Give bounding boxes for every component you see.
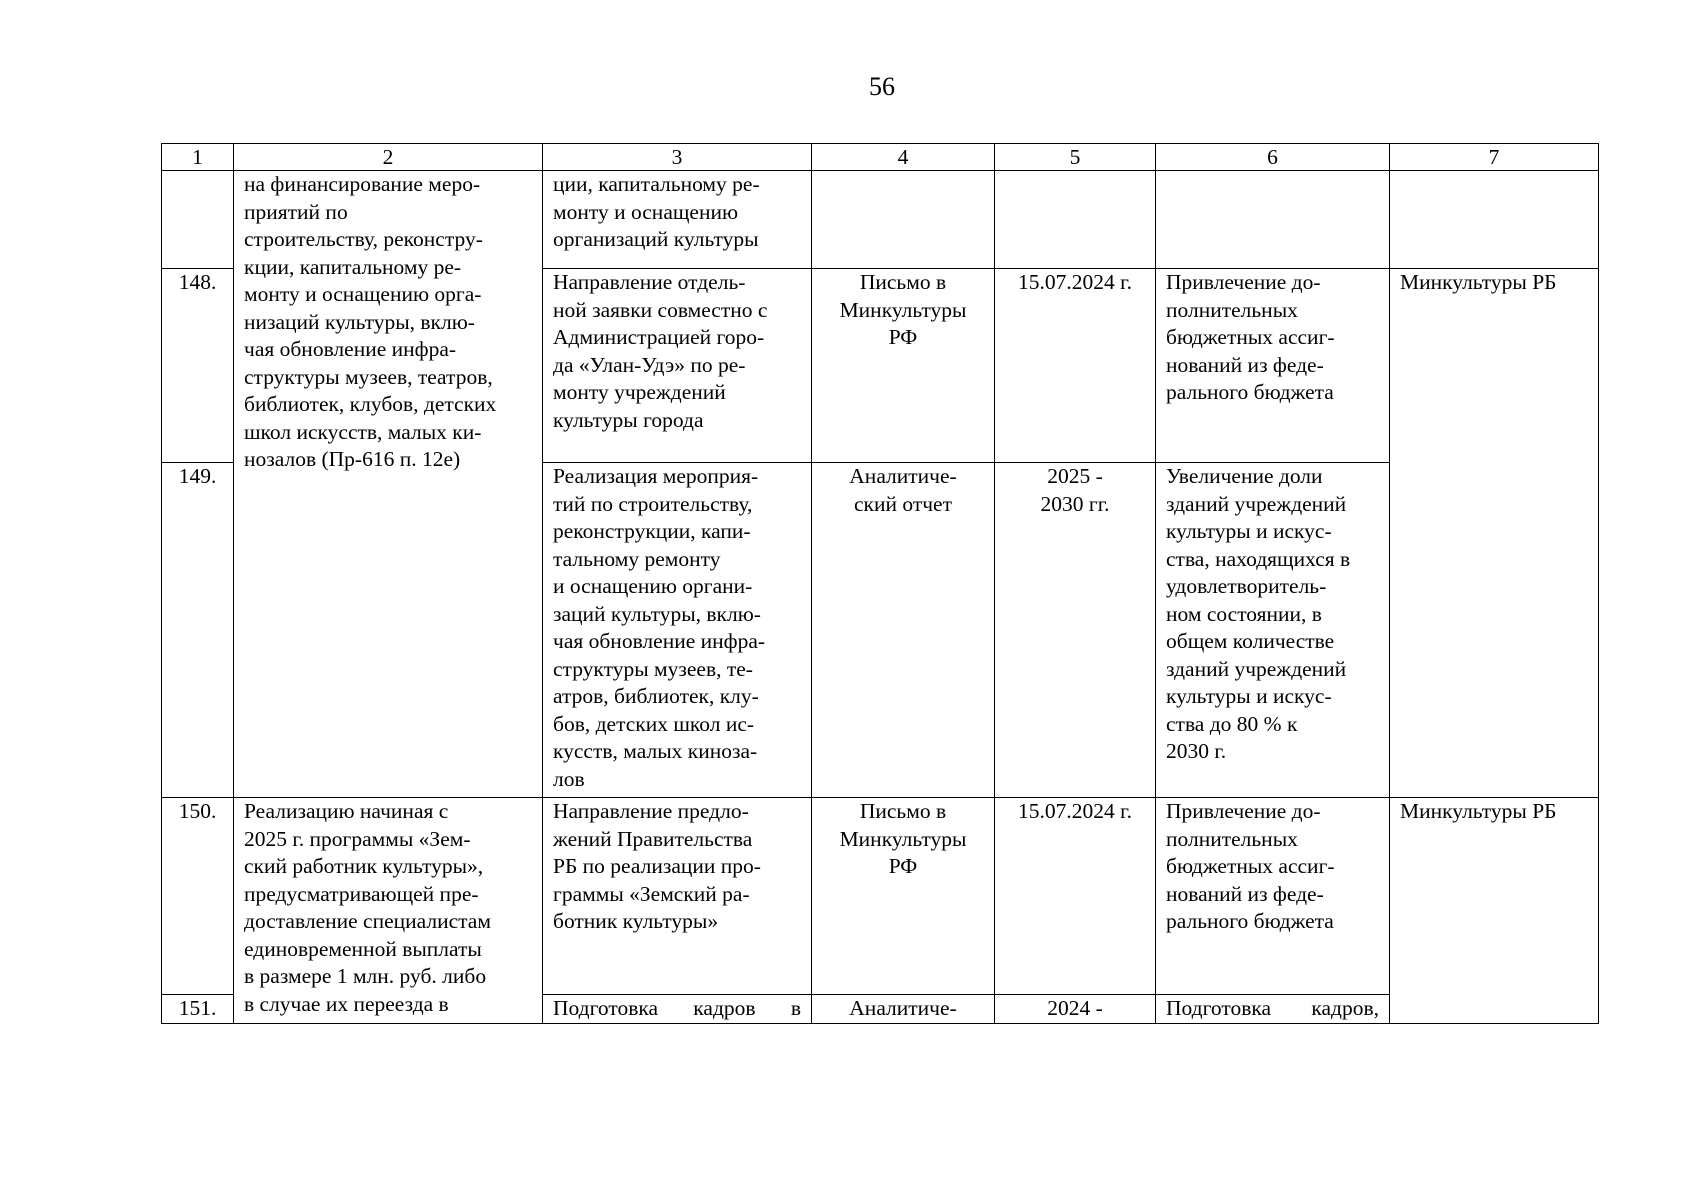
page-number: 56 bbox=[869, 72, 895, 101]
deadline: 15.07.2024 г. bbox=[995, 269, 1156, 463]
column-header: 7 bbox=[1390, 144, 1599, 171]
expected-result: Привлечение до- полнительных бюджетных ассиг- нований из феде- рального бюджета bbox=[1156, 798, 1390, 995]
row-number: 148. bbox=[162, 269, 234, 463]
document-type: Аналитиче- ский отчет bbox=[812, 463, 995, 798]
row-number bbox=[162, 171, 234, 269]
row-number: 151. bbox=[162, 995, 234, 1024]
action-description: ции, капитальному ре- монту и оснащению организаций культуры bbox=[543, 171, 812, 269]
deadline: 15.07.2024 г. bbox=[995, 798, 1156, 995]
row-number: 149. bbox=[162, 463, 234, 798]
action-description: Реализация мероприя- тий по строительству, реконструкции, капи- тальному ремонту и оснащению органи- заций культуры, вклю- чая обновление инфра- структуры музеев, те- атров, библиотек, клу- бов, детских школ ис- кусств, малых киноза- лов bbox=[543, 463, 812, 798]
document-type: Аналитиче- bbox=[812, 995, 995, 1024]
deadline: 2025 - 2030 гг. bbox=[995, 463, 1156, 798]
deadline bbox=[995, 171, 1156, 269]
action-description: Направление предло- жений Правительства РБ по реализации про- граммы «Земский ра- ботник культуры» bbox=[543, 798, 812, 995]
document-type: Письмо в Минкультуры РФ bbox=[812, 269, 995, 463]
column-header: 2 bbox=[234, 144, 543, 171]
table-row bbox=[162, 171, 1599, 269]
activity-plan-table bbox=[161, 143, 1599, 1024]
column-header: 5 bbox=[995, 144, 1156, 171]
row-number: 150. bbox=[162, 798, 234, 995]
column-header: 4 bbox=[812, 144, 995, 171]
expected-result: Подготовка кадров, bbox=[1156, 995, 1390, 1024]
column-header: 6 bbox=[1156, 144, 1390, 171]
header-row bbox=[162, 144, 1599, 171]
deadline: 2024 - bbox=[995, 995, 1156, 1024]
column-header: 3 bbox=[543, 144, 812, 171]
document-type: Письмо в Минкультуры РФ bbox=[812, 798, 995, 995]
event-description: Реализацию начиная с 2025 г. программы «Зем- ский работник культуры», предусматривающей пре- доставление специалистам единовременной выплаты в размере 1 млн. руб. либо в случае их переезда в bbox=[234, 798, 543, 1024]
action-description: Подготовка кадров в bbox=[543, 995, 812, 1024]
expected-result: Привлечение до- полнительных бюджетных ассиг- нований из феде- рального бюджета bbox=[1156, 269, 1390, 463]
responsible-party bbox=[1390, 171, 1599, 269]
table-row bbox=[162, 798, 1599, 995]
event-description: на финансирование меро- приятий по строительству, реконстру- кции, капитальному ре- монту и оснащению орга- низаций культуры, вклю- чая обновление инфра- структуры музеев, театров, библиотек, клубов, детских школ искусств, малых ки- нозалов (Пр-616 п. 12е) bbox=[234, 171, 543, 798]
responsible-party: Минкультуры РБ bbox=[1390, 798, 1599, 1024]
document-type bbox=[812, 171, 995, 269]
action-description: Направление отдель- ной заявки совместно с Администрацией горо- да «Улан-Удэ» по ре- монту учреждений культуры города bbox=[543, 269, 812, 463]
column-header: 1 bbox=[162, 144, 234, 171]
responsible-party: Минкультуры РБ bbox=[1390, 269, 1599, 798]
expected-result: Увеличение доли зданий учреждений культуры и искус- ства, находящихся в удовлетворитель- ном состоянии, в общем количестве зданий учреждений культуры и искус- ства до 80 % к 2030 г. bbox=[1156, 463, 1390, 798]
expected-result bbox=[1156, 171, 1390, 269]
